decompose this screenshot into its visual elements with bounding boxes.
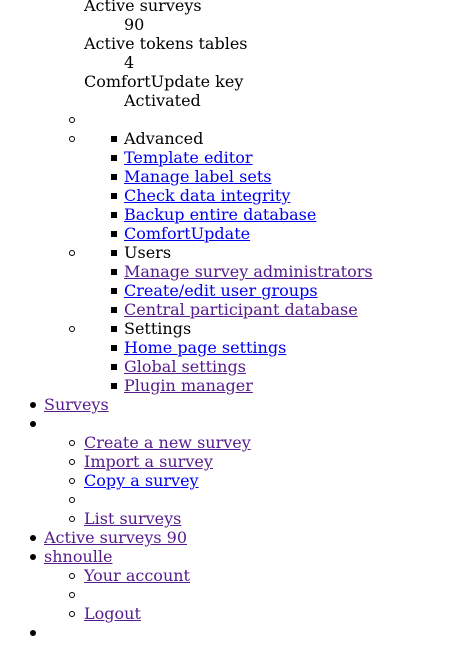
square-bullet-icon	[111, 212, 117, 218]
check-data-integrity-link[interactable]: Check data integrity	[124, 186, 291, 205]
circle-bullet-icon	[69, 497, 75, 503]
circle-bullet-icon	[69, 326, 75, 332]
comfortupdate-value: Activated	[124, 91, 201, 110]
circle-bullet-icon	[69, 592, 75, 598]
backup-database-link[interactable]: Backup entire database	[124, 205, 317, 224]
circle-bullet-icon	[69, 117, 75, 123]
settings-heading: Settings	[124, 319, 192, 338]
circle-bullet-icon	[69, 136, 75, 142]
circle-bullet-icon	[69, 478, 75, 484]
import-survey-link[interactable]: Import a survey	[84, 452, 213, 471]
square-bullet-icon	[111, 326, 117, 332]
list-surveys-link[interactable]: List surveys	[84, 509, 182, 528]
disc-bullet-icon	[30, 421, 36, 427]
copy-survey-link[interactable]: Copy a survey	[84, 471, 199, 490]
active-tokens-label: Active tokens tables	[84, 34, 248, 53]
square-bullet-icon	[111, 345, 117, 351]
disc-bullet-icon	[30, 630, 36, 636]
active-surveys-value: 90	[124, 15, 145, 34]
disc-bullet-icon	[30, 402, 36, 408]
square-bullet-icon	[111, 383, 117, 389]
active-tokens-value: 4	[124, 53, 135, 72]
advanced-heading: Advanced	[124, 129, 204, 148]
square-bullet-icon	[111, 193, 117, 199]
square-bullet-icon	[111, 155, 117, 161]
disc-bullet-icon	[30, 554, 36, 560]
square-bullet-icon	[111, 288, 117, 294]
circle-bullet-icon	[69, 440, 75, 446]
active-surveys-link[interactable]: Active surveys 90	[44, 528, 188, 547]
comfortupdate-link[interactable]: ComfortUpdate	[124, 224, 251, 243]
square-bullet-icon	[111, 307, 117, 313]
participant-database-link[interactable]: Central participant database	[124, 300, 358, 319]
square-bullet-icon	[111, 231, 117, 237]
global-settings-link[interactable]: Global settings	[124, 357, 246, 376]
square-bullet-icon	[111, 136, 117, 142]
users-heading: Users	[124, 243, 172, 262]
user-groups-link[interactable]: Create/edit user groups	[124, 281, 318, 300]
square-bullet-icon	[111, 364, 117, 370]
square-bullet-icon	[111, 269, 117, 275]
circle-bullet-icon	[69, 459, 75, 465]
logout-link[interactable]: Logout	[84, 604, 141, 623]
create-survey-link[interactable]: Create a new survey	[84, 433, 251, 452]
manage-label-sets-link[interactable]: Manage label sets	[124, 167, 272, 186]
user-name-link[interactable]: shnoulle	[44, 547, 113, 566]
disc-bullet-icon	[30, 535, 36, 541]
template-editor-link[interactable]: Template editor	[124, 148, 253, 167]
circle-bullet-icon	[69, 516, 75, 522]
manage-admins-link[interactable]: Manage survey administrators	[124, 262, 373, 281]
circle-bullet-icon	[69, 573, 75, 579]
active-surveys-label: Active surveys	[84, 0, 202, 15]
circle-bullet-icon	[69, 611, 75, 617]
circle-bullet-icon	[69, 250, 75, 256]
square-bullet-icon	[111, 174, 117, 180]
comfortupdate-label: ComfortUpdate key	[84, 72, 244, 91]
plugin-manager-link[interactable]: Plugin manager	[124, 376, 253, 395]
your-account-link[interactable]: Your account	[84, 566, 190, 585]
home-page-settings-link[interactable]: Home page settings	[124, 338, 287, 357]
surveys-link[interactable]: Surveys	[44, 395, 109, 414]
square-bullet-icon	[111, 250, 117, 256]
